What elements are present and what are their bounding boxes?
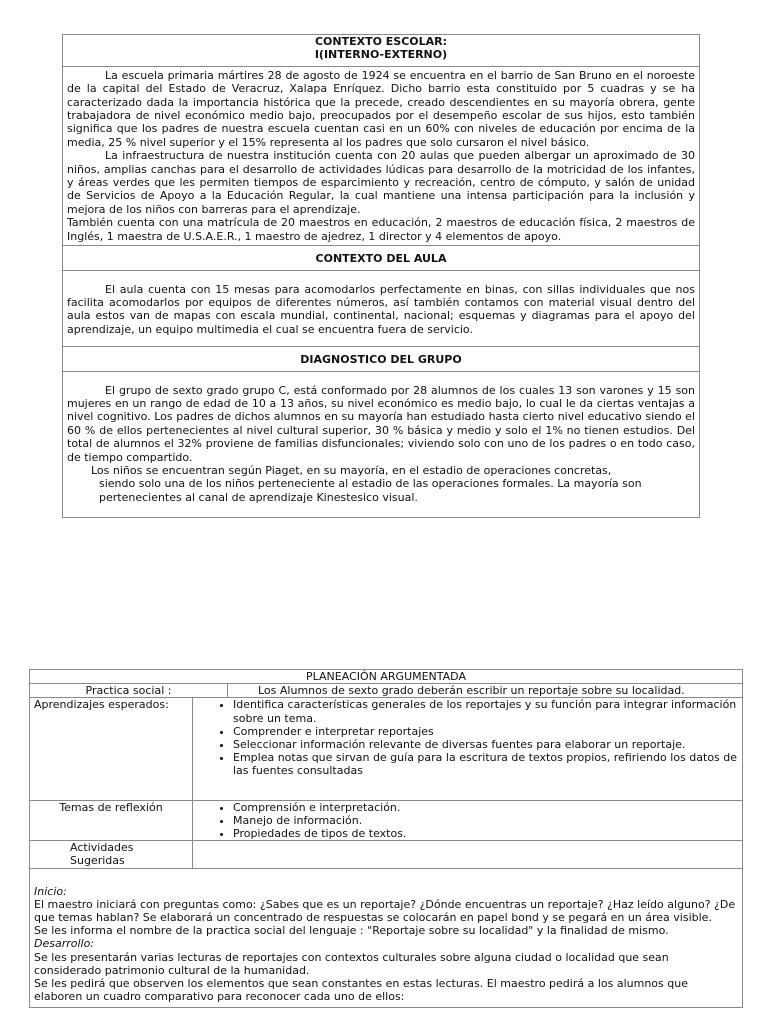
actividades-label: Actividades Sugeridas (30, 841, 193, 868)
paragraph-first-line: Los niños se encuentran según Piaget, en su mayoría, en el estadio de operaciones concretas, (91, 463, 612, 477)
paragraph: El grupo de sexto grado grupo C, está conformado por 28 alumnos de los cuales 13 son varones y 15 son mujeres en un rango de edad de 10 a 13 años, su nivel económico es medio bajo, lo cual le da ciertas ventajas a nivel cognitivo. Los padres de dichos alumnos en su mayoría han estudiado hasta cierto nivel educativo siendo el 60 % de ellos pertenecientes al nivel cultural superior, 30 % básica y medio y solo el 1% no tienen estudios. Del total de alumnos el 32% proviene de familias disfuncionales; viviendo solo con uno de los padres o en todo caso, de tiempo compartido. (67, 383, 695, 464)
contexto-aula-body (63, 270, 700, 347)
paragraph-rest: siendo solo una de los niños perteneciente al estadio de las operaciones formales. La mayoría son pertenecientes al canal de aprendizaje Kinestesico visual. (99, 477, 642, 504)
paragraph: Se les informa el nombre de la practica social del lenguaje : "Reportaje sobre su localidad" y la finalidad de mismo. (34, 924, 669, 938)
contexto-escolar-title: CONTEXTO ESCOLAR: (314, 35, 448, 48)
list-item: • Seleccionar información relevante de diversas fuentes para elaborar un reportaje. (233, 738, 738, 751)
paragraph: La infraestructura de nuestra institución cuenta con 20 aulas que pueden albergar un aproximado de 30 niños, amplias canchas para el desarrollo de actividades lúdicas para desarrollo de la motricidad de los infantes, y áreas verdes que les permiten tiempos de esparcimiento y recreación, centro de cómputo, y salón de unidad de Servicios de Apoyo a la Educación Regular, la cual mantiene una intensa participación para la inclusión y mejora de los niños con barreras para el aprendizaje. (67, 149, 695, 216)
list-item: • Emplea notas que sirvan de guía para la escritura de textos propios, refiriendo los datos de las fuentes consultadas (233, 751, 738, 777)
paragraph: La escuela primaria mártires 28 de agosto de 1924 se encuentra en el barrio de San Bruno en el noroeste de la capital del Estado de Veracruz, Xalapa Enríquez. Dicho barrio esta constituido por 5 cuadras y se ha caracterizado dada la importancia histórica que la precede, creado descendientes en su mayoría obrera, gente trabajadora de nivel económico medio bajo, preocupados por el desempeño escolar de sus hijos, esto también significa que los padres de nuestra escuela cuentan casi en un 60% con niveles de educación por encima de la media, 25 % nivel superior y el 15% representa al los padres que solo cursaron el nivel básico. (67, 68, 695, 149)
contexto-aula-title: CONTEXTO DEL AULA (63, 246, 700, 270)
paragraph: Se les pedirá que observen los elementos que sean constantes en estas lecturas. El maestro pedirá a los alumnos que elaboren un cuadro comparativo para reconocer cada uno de ellos: (34, 977, 688, 1004)
practica-label: Practica social : (30, 684, 228, 698)
aprendizajes-list (193, 698, 738, 777)
list-item: • Comprensión e interpretación. (233, 801, 738, 814)
list-item: • Propiedades de tipos de textos. (233, 827, 738, 840)
planeacion-title: PLANEACIÓN ARGUMENTADA (30, 670, 743, 684)
list-item: • Comprender e interpretar reportajes (233, 725, 738, 738)
temas-label: Temas de reflexión (30, 800, 193, 841)
planeacion-table (29, 669, 743, 1008)
list-item: • Manejo de información. (233, 814, 738, 827)
contexto-escolar-header (63, 35, 700, 67)
actividades-header-spacer (193, 841, 743, 868)
paragraph: También cuenta con una matrícula de 20 maestros en educación, 2 maestros de educación física, 2 maestros de Inglés, 1 maestra de U.S.A.E.R., 1 maestro de ajedrez, 1 director y 4 elementos de apoyo. (67, 216, 695, 243)
desarrollo-label: Desarrollo: (34, 937, 95, 951)
paragraph (67, 464, 695, 504)
paragraph: Se les presentarán varias lecturas de reportajes con contextos culturales sobre alguna ciudad o localidad que sean considerado patrimonio cultural de la humanidad. (34, 950, 669, 977)
paragraph: El aula cuenta con 15 mesas para acomodarlos perfectamente en binas, con sillas individuales que nos facilita acomodarlos por equipos de diferentes números, así también contamos con material visual dentro del aula estos van de mapas con escala mundial, continental, nacional; esquemas y diagramas para el apoyo del aprendizaje, un equipo multimedia el cual se encuentra fuera de servicio. (67, 282, 695, 336)
aprendizajes-label: Aprendizajes esperados: (30, 698, 193, 800)
practica-value: Los Alumnos de sexto grado deberán escribir un reportaje sobre su localidad. (228, 684, 743, 698)
diagnostico-body (63, 371, 700, 518)
contexto-escolar-body (63, 66, 700, 245)
aprendizajes-cell (193, 698, 743, 800)
temas-cell (193, 800, 743, 841)
contexto-escolar-subtitle: I(INTERNO-EXTERNO) (314, 48, 448, 62)
context-table (62, 34, 700, 518)
diagnostico-title: DIAGNOSTICO DEL GRUPO (63, 347, 700, 371)
list-item: • Identifica características generales de los reportajes y su función para integrar información sobre un tema. (233, 698, 738, 724)
paragraph: El maestro iniciará con preguntas como: ¿Sabes que es un reportaje? ¿Dónde encuentras un reportaje? ¿Haz leído alguno? ¿De que temas hablan? Se elaborará un concentrado de respuestas se colocarán en papel bond y se pegará en un área visible. (34, 897, 736, 925)
actividades-body (30, 868, 743, 1008)
inicio-label: Inicio: (34, 884, 67, 898)
temas-list (193, 801, 738, 841)
